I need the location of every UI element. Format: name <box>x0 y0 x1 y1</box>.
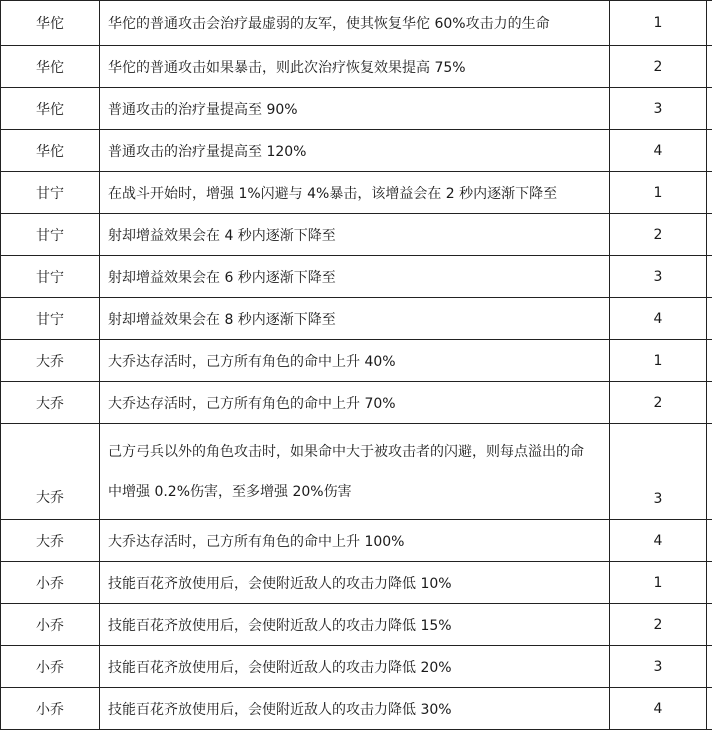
skill-level-cell: 4 <box>610 130 707 172</box>
table-row <box>1 604 712 646</box>
skill-description-cell: 技能百花齐放使用后，会使附近敌人的攻击力降低 20% <box>100 646 610 688</box>
table-row <box>1 646 712 688</box>
table-row <box>1 340 712 382</box>
edge-cell <box>707 340 712 382</box>
skill-level-cell: 3 <box>610 256 707 298</box>
edge-cell <box>707 562 712 604</box>
hero-name-cell: 大乔 <box>1 382 100 424</box>
skill-description-cell: 技能百花齐放使用后，会使附近敌人的攻击力降低 10% <box>100 562 610 604</box>
edge-cell <box>707 646 712 688</box>
skill-description-cell: 普通攻击的治疗量提高至 120% <box>100 130 610 172</box>
hero-name-cell: 大乔 <box>1 340 100 382</box>
skill-description-cell: 华佗的普通攻击如果暴击，则此次治疗恢复效果提高 75% <box>100 46 610 88</box>
edge-cell <box>707 46 712 88</box>
edge-cell <box>707 424 712 520</box>
hero-name-cell: 甘宁 <box>1 298 100 340</box>
skill-level-cell: 3 <box>610 88 707 130</box>
table-row <box>1 256 712 298</box>
edge-cell <box>707 130 712 172</box>
skill-level-cell: 4 <box>610 298 707 340</box>
skill-description-cell <box>100 424 610 520</box>
skill-level-cell: 4 <box>610 688 707 730</box>
table-row <box>1 298 712 340</box>
skill-description-cell: 大乔达存活时，己方所有角色的命中上升 70% <box>100 382 610 424</box>
skill-description-cell: 射却增益效果会在 4 秒内逐渐下降至 <box>100 214 610 256</box>
skill-level-cell: 4 <box>610 520 707 562</box>
skill-level-cell: 1 <box>610 562 707 604</box>
skill-description-cell: 射却增益效果会在 6 秒内逐渐下降至 <box>100 256 610 298</box>
skill-description-cell: 射却增益效果会在 8 秒内逐渐下降至 <box>100 298 610 340</box>
edge-cell <box>707 604 712 646</box>
skill-level-cell: 3 <box>610 424 707 520</box>
edge-cell <box>707 256 712 298</box>
skill-description-cell: 普通攻击的治疗量提高至 90% <box>100 88 610 130</box>
skill-level-cell: 1 <box>610 172 707 214</box>
edge-cell <box>707 214 712 256</box>
edge-cell <box>707 1 712 46</box>
table-row <box>1 688 712 730</box>
table-row <box>1 46 712 88</box>
skill-level-cell: 2 <box>610 46 707 88</box>
table-row <box>1 424 712 520</box>
skill-description-cell: 大乔达存活时，己方所有角色的命中上升 40% <box>100 340 610 382</box>
hero-name-cell: 华佗 <box>1 1 100 46</box>
skill-description-line-2: 中增强 0.2%伤害，至多增强 20%伤害 <box>108 472 609 512</box>
table-row <box>1 382 712 424</box>
table-row <box>1 88 712 130</box>
table-row <box>1 1 712 46</box>
hero-name-cell: 小乔 <box>1 604 100 646</box>
hero-name-cell: 华佗 <box>1 88 100 130</box>
table-row <box>1 520 712 562</box>
skill-description-cell: 华佗的普通攻击会治疗最虚弱的友军，使其恢复华佗 60%攻击力的生命 <box>100 1 610 46</box>
hero-name-cell: 甘宁 <box>1 214 100 256</box>
edge-cell <box>707 298 712 340</box>
skill-description-line-1: 己方弓兵以外的角色攻击时，如果命中大于被攻击者的闪避，则每点溢出的命 <box>108 432 609 472</box>
hero-name-cell: 华佗 <box>1 46 100 88</box>
table-row <box>1 214 712 256</box>
skill-level-cell: 2 <box>610 214 707 256</box>
edge-cell <box>707 172 712 214</box>
hero-name-cell: 小乔 <box>1 562 100 604</box>
hero-name-cell: 甘宁 <box>1 256 100 298</box>
edge-cell <box>707 88 712 130</box>
hero-name-cell: 甘宁 <box>1 172 100 214</box>
skill-description-cell: 大乔达存活时，己方所有角色的命中上升 100% <box>100 520 610 562</box>
skill-level-cell: 1 <box>610 1 707 46</box>
table-row <box>1 562 712 604</box>
skill-description-cell: 在战斗开始时，增强 1%闪避与 4%暴击，该增益会在 2 秒内逐渐下降至 <box>100 172 610 214</box>
hero-name-cell: 华佗 <box>1 130 100 172</box>
table-row <box>1 130 712 172</box>
skill-level-cell: 2 <box>610 382 707 424</box>
table-row <box>1 172 712 214</box>
skill-level-cell: 3 <box>610 646 707 688</box>
hero-name-cell: 小乔 <box>1 646 100 688</box>
edge-cell <box>707 688 712 730</box>
hero-name-cell: 大乔 <box>1 520 100 562</box>
hero-name-cell: 小乔 <box>1 688 100 730</box>
skill-level-cell: 1 <box>610 340 707 382</box>
skill-description-cell: 技能百花齐放使用后，会使附近敌人的攻击力降低 30% <box>100 688 610 730</box>
skill-level-cell: 2 <box>610 604 707 646</box>
edge-cell <box>707 382 712 424</box>
hero-name-cell: 大乔 <box>1 424 100 520</box>
skill-description-cell: 技能百花齐放使用后，会使附近敌人的攻击力降低 15% <box>100 604 610 646</box>
edge-cell <box>707 520 712 562</box>
